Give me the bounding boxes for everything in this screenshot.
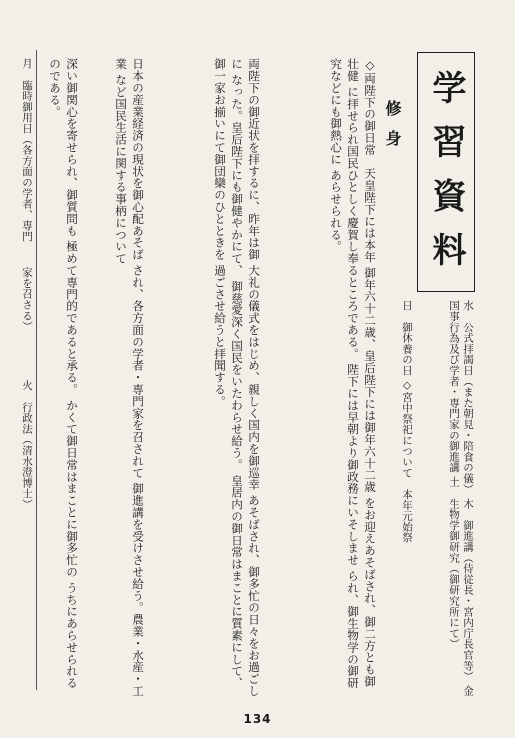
text-line: 大礼の儀式をはじめ、親しく国内を御巡幸 [247, 264, 261, 491]
text-column-4 [40, 58, 80, 698]
text-line: され、各方面の学者・専門家を召されて [131, 264, 145, 479]
text-line: 御一家お揃いにて御団欒のひとときを [213, 58, 227, 261]
text-line: 深い御関心を寄せられ、御質問も [65, 58, 79, 237]
text-column-5 [380, 300, 414, 700]
text-line: 皇居内の御日常はまことに質素にして、 [230, 474, 244, 689]
text-line: ◇両陛下の御日常 天皇陛下には本年 [363, 58, 377, 263]
section-label: 修身 [383, 100, 402, 160]
text-column-2 [150, 58, 262, 698]
text-line: かくて御日常はまことに御多忙の [65, 399, 79, 578]
text-line: 陛下には早朝より御政務にいそしませ [346, 363, 360, 566]
text-line: 過ごさせ給うと拝聞する。 [213, 264, 227, 408]
schedule-line: 火 行政法（清水澄博士） [21, 380, 33, 510]
text-column-1 [268, 58, 378, 698]
text-line: に拝せられ国民ひとしく慶賀し奉るところである。 [346, 85, 360, 360]
text-line: 両陛下の御近状を拝するに、昨年は御 [247, 58, 261, 261]
page-number: 134 [243, 712, 272, 726]
text-line: うちにあらせられるのである。 [48, 58, 79, 689]
text-line: あそばされ、御多忙の日々をお過ごしに [230, 58, 261, 697]
text-line: なった。皇后陛下にも御健やかにて、 [230, 73, 244, 277]
text-line: 御年六十二歳、皇后陛下には御年六十二歳 [363, 266, 377, 493]
text-line: ◇宮中祭祀について 本年元始祭 [401, 379, 413, 543]
schedule-line: 月 臨時御用日（各方面の学者、専門 [21, 58, 33, 242]
text-line: あらせられる。 [329, 169, 343, 253]
schedule-line: 家を召さる） [21, 245, 33, 332]
text-line: 日本の産業経済の現状を御心配あそば [131, 58, 145, 261]
schedule-column-2 [2, 380, 34, 680]
text-line: 御慈愛深く国民をいたわらせ給う。 [230, 280, 244, 471]
text-column-3 [80, 58, 146, 698]
schedule-line: 土 生物学御研究（御研究所にて） [448, 476, 460, 650]
schedule-line: 金 国事行為及び学者・専門家の御進講 [448, 300, 474, 707]
text-line: 日 御休養の日 [401, 300, 413, 376]
text-line: 極めて専門的であると承る。 [65, 240, 79, 396]
schedule-column-right [417, 300, 475, 707]
schedule-line: 水 公式拝謁日（また朝見・陪食の儀） [462, 300, 474, 495]
page-title: 学習資料 [426, 70, 466, 286]
schedule-line: 木 御進講（侍従長・宮内庁長官等） [462, 498, 474, 682]
text-line: をお迎えあそばされ、御二方とも御壮健 [346, 58, 377, 688]
text-line: など国民生活に関する事柄について [114, 73, 128, 265]
text-line: られ、御生物学の御研究などにも御熱心に [329, 58, 360, 689]
text-line: 御進講を受けさせ給う。農業・水産・工業 [114, 58, 145, 697]
column-divider [36, 50, 37, 690]
